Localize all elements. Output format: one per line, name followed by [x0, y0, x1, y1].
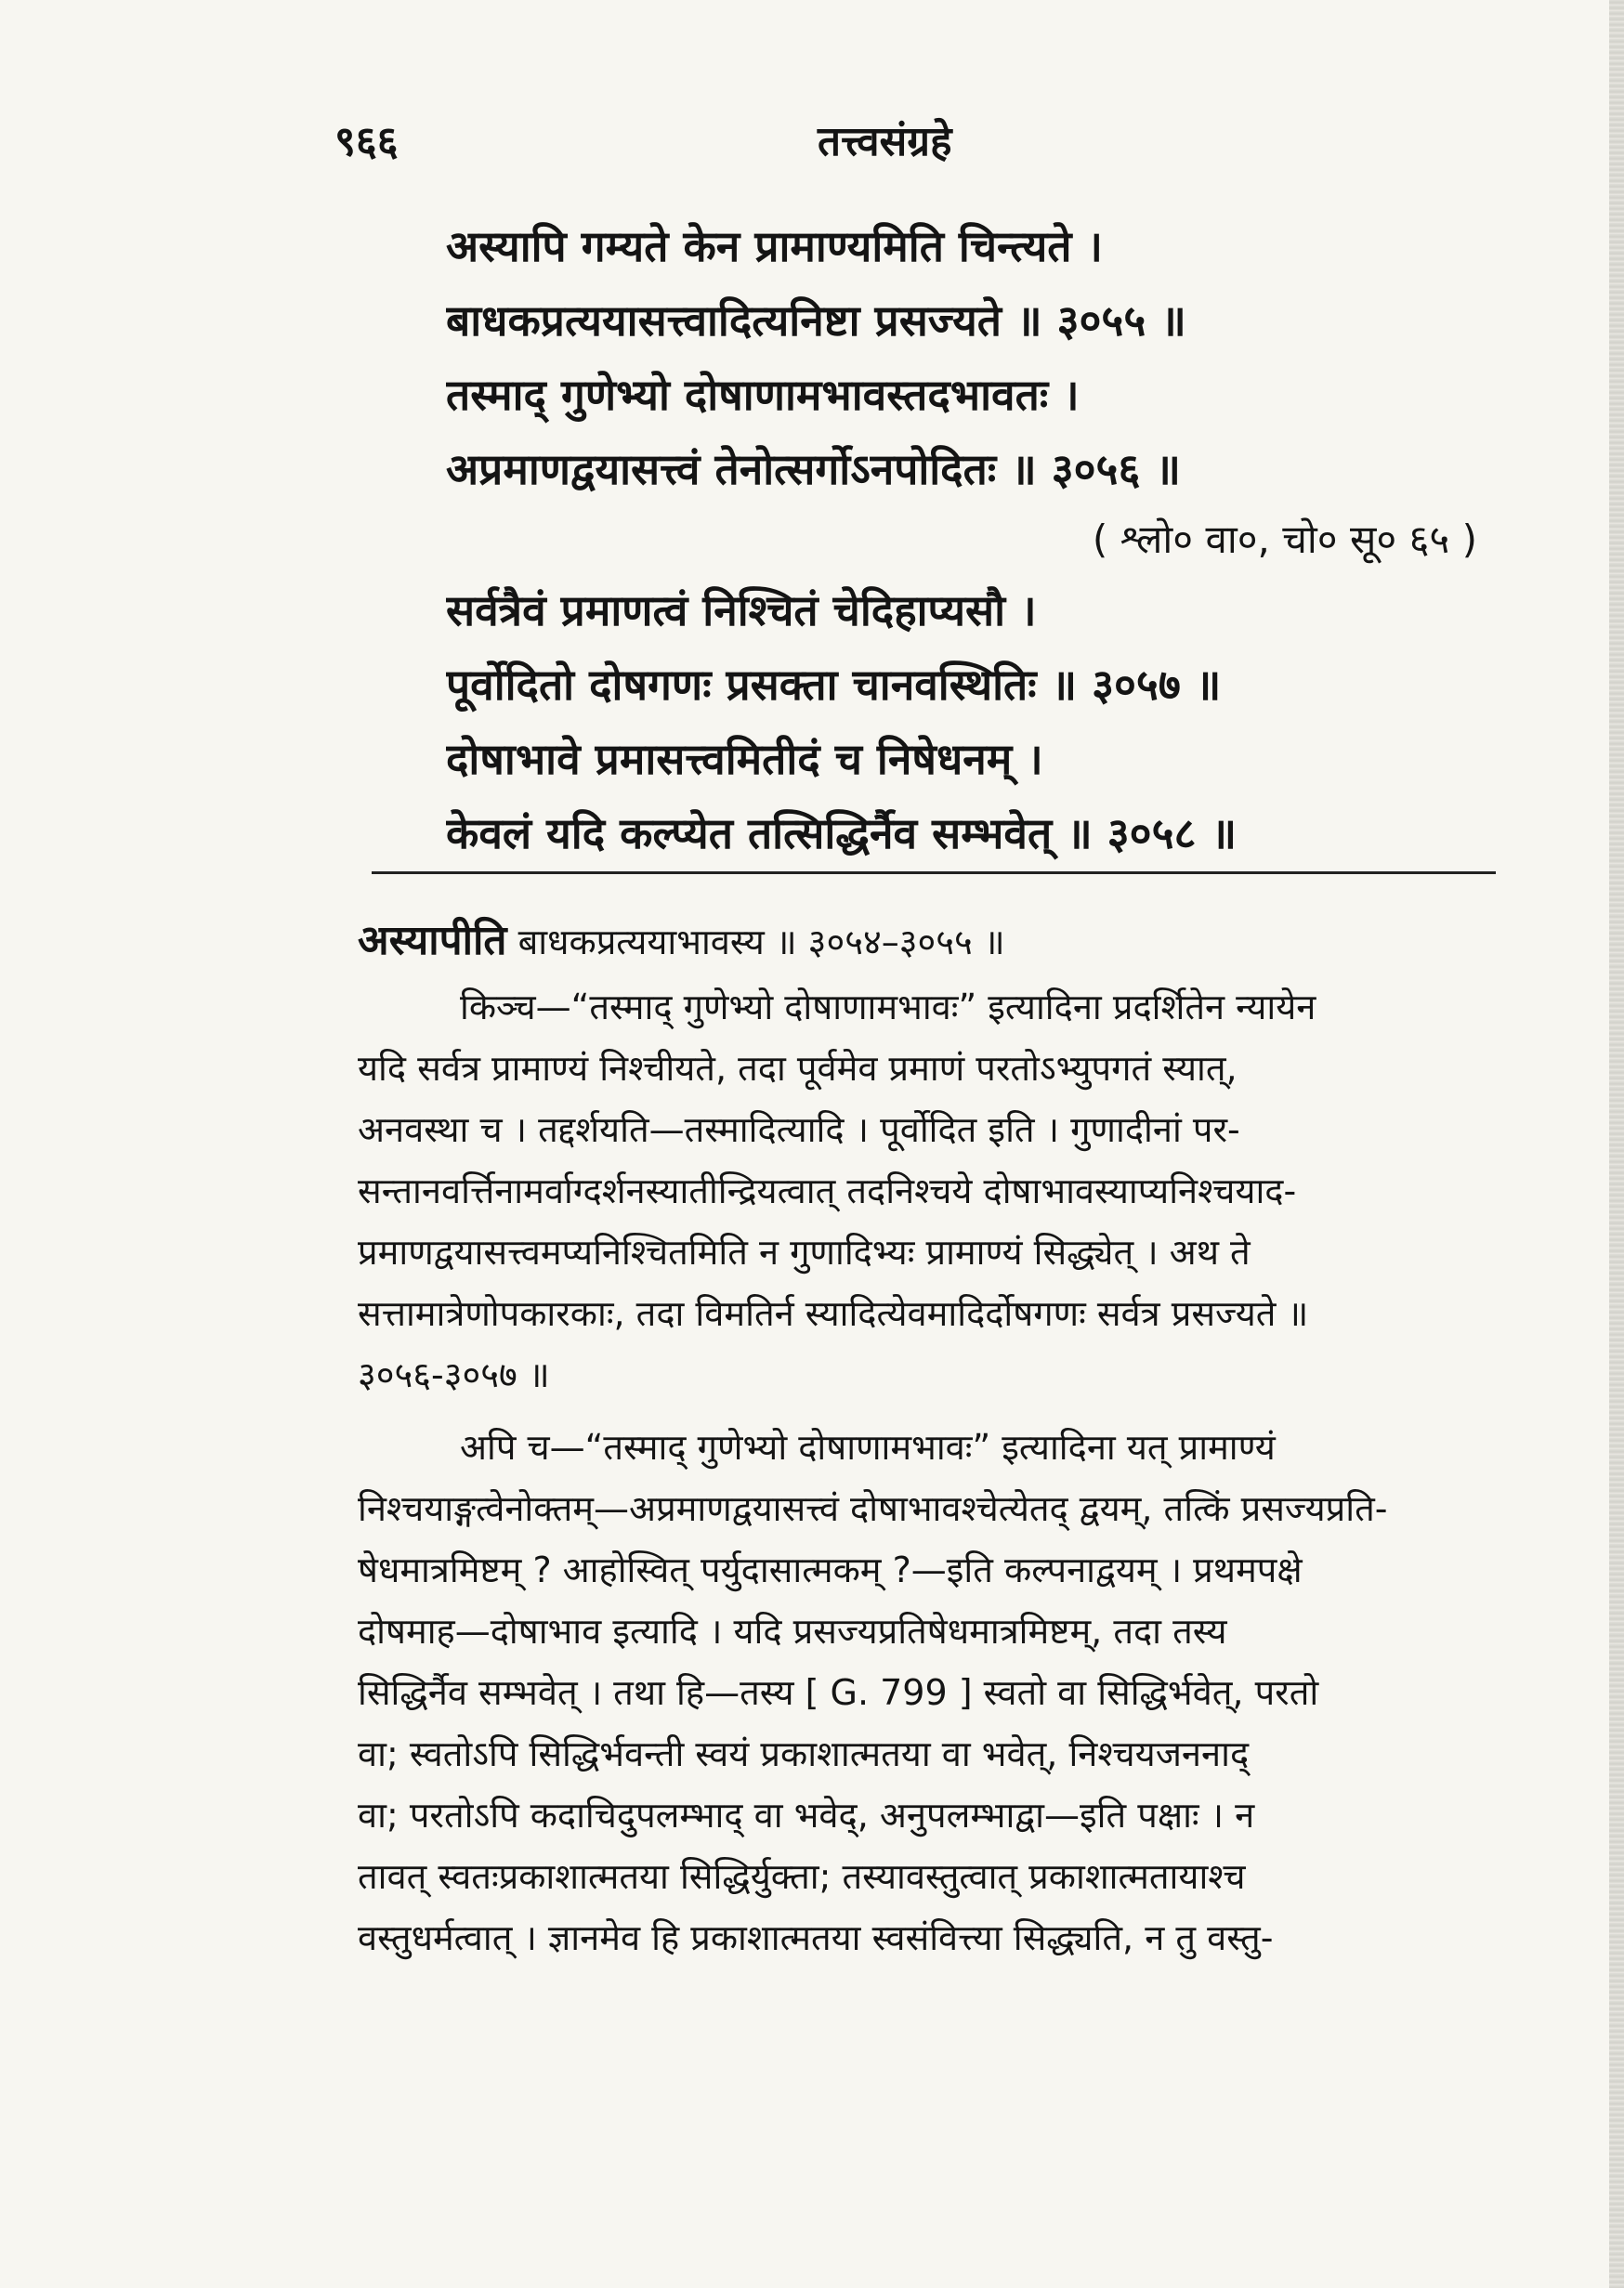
verse-line: अस्यापि गम्यते केन प्रामाण्यमिति चिन्त्यते । [446, 221, 1103, 271]
commentary-heading-text: बाधकप्रत्ययाभावस्य ॥ ३०५४–३०५५ ॥ [506, 922, 1005, 962]
verse-line: सर्वत्रैवं प्रमाणत्वं निश्चितं चेदिहाप्यसौ । [446, 585, 1037, 635]
verse-line: दोषाभावे प्रमासत्त्वमितीदं च निषेधनम् । [446, 734, 1043, 784]
commentary-line: अनवस्था च । तद्दर्शयति—तस्मादित्यादि । पूर्वोदित इति । गुणादीनां पर- [358, 1109, 1240, 1150]
commentary-line: यदि सर्वत्र प्रामाण्यं निश्चीयते, तदा पूर्वमेव प्रमाणं परतोऽभ्युपगतं स्यात्, [358, 1048, 1238, 1089]
commentary-line: अपि च—“तस्माद् गुणेभ्यो दोषाणामभावः” इत्यादिना यत् प्रामाण्यं [460, 1427, 1276, 1468]
commentary-line: किञ्च—“तस्माद् गुणेभ्यो दोषाणामभावः” इत्यादिना प्रदर्शितेन न्यायेन [460, 987, 1316, 1027]
commentary-line: वा; परतोऽपि कदाचिदुपलम्भाद् वा भवेद्, अनुपलम्भाद्वा—इति पक्षाः । न [358, 1795, 1255, 1836]
commentary-line: वस्तुधर्मत्वात् । ज्ञानमेव हि प्रकाशात्मतया स्वसंवित्त्या सिद्ध्यति, न तु वस्तु- [358, 1917, 1274, 1958]
commentary-line: सन्तानवर्त्तिनामर्वाग्दर्शनस्यातीन्द्रियत्वात् तदनिश्चये दोषाभावस्याप्यनिश्चयाद- [358, 1170, 1297, 1211]
commentary-line: षेधमात्रमिष्टम् ? आहोस्वित् पर्युदासात्मकम् ?—इति कल्पनाद्वयम् । प्रथमपक्षे [358, 1549, 1303, 1590]
commentary-line: सत्तामात्रेणोपकारकाः, तदा विमतिर्न स्यादित्येवमादिर्दोषगणः सर्वत्र प्रसज्यते ॥ [358, 1293, 1309, 1334]
page-edge-shadow [1609, 0, 1624, 2288]
commentary-heading-line [358, 906, 1519, 976]
verse-line: अप्रमाणद्वयासत्त्वं तेनोत्सर्गोऽनपोदितः ॥ ३०५६ ॥ [446, 444, 1181, 494]
verse-line: बाधकप्रत्ययासत्त्वादित्यनिष्टा प्रसज्यते ॥ ३०५५ ॥ [446, 295, 1186, 346]
page-number: ९६६ [334, 118, 399, 165]
commentary-lemma: अस्यापीति [358, 917, 507, 964]
page-header [334, 102, 1468, 177]
commentary-block [358, 906, 1519, 1968]
commentary-line: ३०५६-३०५७ ॥ [358, 1354, 550, 1395]
commentary-line: निश्चयाङ्गत्वेनोक्तम्—अप्रमाणद्वयासत्त्वं दोषाभावश्चेत्येतद् द्वयम्, तत्किं प्रसज्यप्रति- [358, 1488, 1388, 1529]
commentary-line: दोषमाह—दोषाभाव इत्यादि । यदि प्रसज्यप्रतिषेधमात्रमिष्टम्, तदा तस्य [358, 1611, 1227, 1652]
commentary-line: सिद्धिर्नैव सम्भवेत् । तथा हि—तस्य [ G. 799 ] स्वतो वा सिद्धिर्भवेत्, परतो [358, 1672, 1319, 1713]
running-title: तत्त्वसंग्रहे [818, 118, 952, 165]
verse-line: तस्माद् गुणेभ्यो दोषाणामभावस्तदभावतः । [446, 370, 1080, 420]
verse-line: पूर्वोदितो दोषगणः प्रसक्ता चानवस्थितिः ॥ ३०५७ ॥ [446, 660, 1222, 710]
verse-source-reference: ( श्लो० वा०, चो० सू० ६५ ) [1092, 516, 1477, 562]
commentary-line: प्रमाणद्वयासत्त्वमप्यनिश्चितमिति न गुणादिभ्यः प्रामाण्यं सिद्ध्येत् । अथ ते [358, 1232, 1251, 1273]
section-divider [372, 871, 1496, 874]
verse-line: केवलं यदि कल्प्येत तत्सिद्धिर्नैव सम्भवेत् ॥ ३०५८ ॥ [446, 808, 1238, 858]
commentary-line: तावत् स्वतःप्रकाशात्मतया सिद्धिर्युक्ता; तस्यावस्तुत्वात् प्रकाशात्मतायाश्च [358, 1856, 1246, 1897]
commentary-line: वा; स्वतोऽपि सिद्धिर्भवन्ती स्वयं प्रकाशात्मतया वा भवेत्, निश्चयजननाद् [358, 1733, 1250, 1774]
verse-block [446, 209, 1477, 870]
